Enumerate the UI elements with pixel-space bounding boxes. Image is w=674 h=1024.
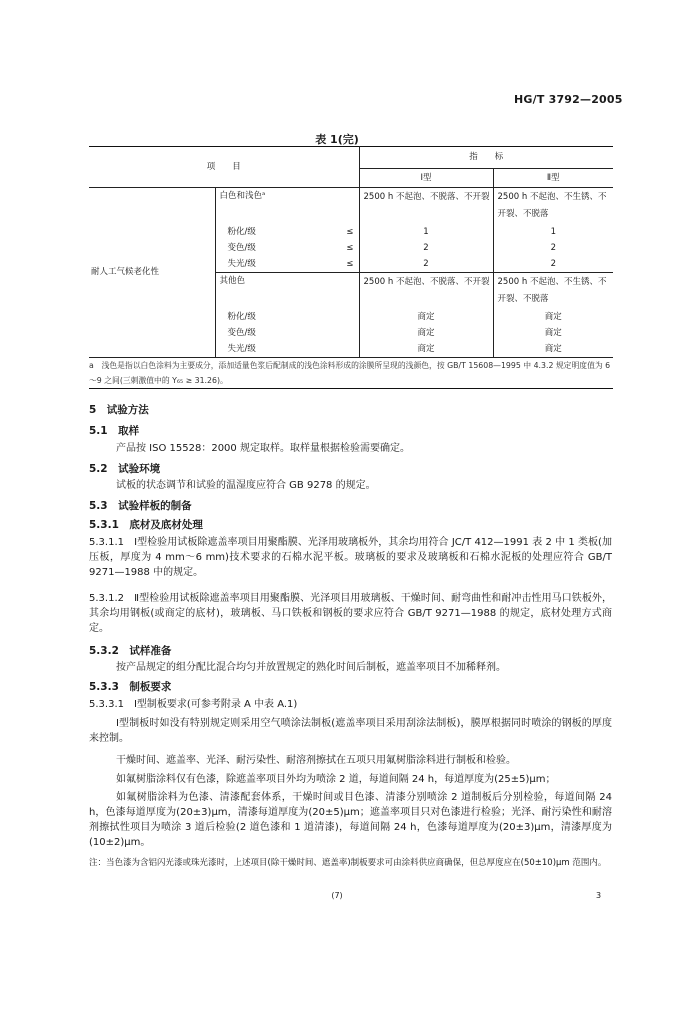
section-5-3-heading: 5.3 试验样板的制备 <box>89 500 192 512</box>
paragraph: 如氟树脂涂料仅有色漆，除遮盖率项目外均为喷涂 2 道，每道间隔 24 h，每道厚度为(25±5)μm； <box>116 774 556 785</box>
table-cell: 商定 <box>359 342 493 358</box>
section-5-heading: 5 试验方法 <box>89 404 149 416</box>
table-row-label: 粉化/级 <box>227 312 256 322</box>
table-cell: 1 <box>359 225 493 241</box>
table-row-label: 失光/级 <box>227 258 256 269</box>
table-cell: 2 <box>550 243 556 253</box>
table-cell: 商定 <box>359 310 493 326</box>
leq-symbol: ≤ <box>341 225 359 241</box>
table-head-type1: Ⅰ型 <box>359 169 493 188</box>
table-cell: 2 <box>359 257 493 273</box>
other-color-type2: 2500 h 不起泡、不生锈、不开裂、不脱落 <box>493 273 613 310</box>
table-caption: 表 1(完) <box>315 133 359 146</box>
table-footnote: a 浅色是指以白色涂料为主要成分，添加适量色浆后配制成的浅色涂料形成的涂膜所呈现的浅颜色，按 GB/T 15608—1995 中 4.3.2 规定明度值为 6～9 之间(三刺激值中的 Y₆₅ ≥ 31.26)。 <box>89 358 613 389</box>
leq-symbol: ≤ <box>341 241 359 257</box>
white-light-type2: 2500 h 不起泡、不生锈、不开裂、不脱落 <box>497 192 607 219</box>
table-row-label: 粉化/级 <box>227 227 256 237</box>
other-color-type1: 2500 h 不起泡、不脱落、不开裂 <box>359 273 493 310</box>
table-cell: 商定 <box>359 326 493 342</box>
white-light-label: 白色和浅色ᵃ <box>215 188 359 225</box>
table-head-type2: Ⅱ型 <box>493 169 613 188</box>
weathering-group-label: 耐人工气候老化性 <box>89 188 215 358</box>
section-5-2-text: 试板的状态调节和试验的温湿度应符合 GB 9278 的规定。 <box>116 480 376 491</box>
spec-table <box>89 146 613 389</box>
leq-symbol: ≤ <box>341 257 359 273</box>
section-5-3-2-heading: 5.3.2 试样准备 <box>89 645 172 657</box>
table-row-label: 变色/级 <box>227 328 256 338</box>
paragraph: 干燥时间、遮盖率、光泽、耐污染性、耐溶剂擦拭在五项只用氟树脂涂料进行制板和检验。 <box>116 755 516 766</box>
table-cell: 2 <box>550 258 556 269</box>
section-5-3-2-text: 按产品规定的组分配比混合均匀并放置规定的熟化时间后制板，遮盖率项目不加稀释剂。 <box>116 662 506 673</box>
section-5-1-text: 产品按 ISO 15528：2000 规定取样。取样量根据检验需要确定。 <box>116 443 410 454</box>
footer-center: (7) <box>331 891 343 900</box>
section-5-3-3-heading: 5.3.3 制板要求 <box>89 681 172 693</box>
clause-5-3-1-2: 5.3.1.2 Ⅱ型检验用试板除遮盖率项目用聚酯膜、光泽项目用玻璃板、干燥时间、耐弯曲性和耐冲击性用马口铁板外，其余均用钢板(或商定的底材)，玻璃板、马口铁板和钢板的要求应符合 GB/T 9271—1988 的规定，底材处理方式商定。 <box>89 593 612 634</box>
table-row-label: 失光/级 <box>227 343 256 354</box>
section-5-2-heading: 5.2 试验环境 <box>89 463 161 475</box>
note: 注：当色漆为含铝闪光漆或珠光漆时，上述项目(除干燥时间、遮盖率)制板要求可由涂料供应商确保，但总厚度应在(50±10)μm 范围内。 <box>89 858 607 868</box>
clause-5-3-1-1: 5.3.1.1 Ⅰ型检验用试板除遮盖率项目用聚酯膜、光泽用玻璃板外，其余均用符合 JC/T 412—1991 表 2 中 1 类板(加压板，厚度为 4 mm～6 mm)技术要求的石棉水泥平板。玻璃板的要求及玻璃板和石棉水泥板的处理应符合 GB/T 9271—1988 中的规定。 <box>89 537 612 578</box>
section-5-3-1-heading: 5.3.1 底材及底材处理 <box>89 519 203 531</box>
paragraph: Ⅰ型制板时如没有特别规定则采用空气喷涂法制板(遮盖率项目采用刮涂法制板)，膜厚根据同时喷涂的钢板的厚度来控制。 <box>89 718 612 744</box>
page-number: 3 <box>596 891 602 900</box>
other-color-label: 其他色 <box>215 273 359 310</box>
clause-5-3-3-1: 5.3.3.1 Ⅰ型制板要求(可参考附录 A 中表 A.1) <box>89 699 298 710</box>
section-5-1-heading: 5.1 取样 <box>89 425 140 437</box>
table-head-item: 项 目 <box>89 147 359 188</box>
white-light-type1: 2500 h 不起泡、不脱落、不开裂 <box>359 188 493 225</box>
table-cell: 商定 <box>544 343 562 354</box>
paragraph: 如氟树脂涂料为色漆、清漆配套体系，干燥时间或目色漆、清漆分别喷涂 2 道制板后分别检验，每道间隔 24 h，色漆每道厚度为(20±3)μm，清漆每道厚度为(20±5)μm；遮盖率项目只对色漆进行检验；光泽、耐污染性和耐溶剂擦拭性项目为喷涂 3 道后检验(2 道色漆和 1 道清漆)，每道间隔 24 h，色漆每道厚度为(20±3)μm，清漆厚度为(10±2)μm。 <box>89 792 612 848</box>
table-cell: 2 <box>359 241 493 257</box>
table-head-indicator: 指 标 <box>359 147 613 169</box>
table-cell: 商定 <box>544 328 562 338</box>
table-row-label: 变色/级 <box>227 243 256 253</box>
standard-number: HG/T 3792—2005 <box>514 93 623 106</box>
table-cell: 商定 <box>544 312 562 322</box>
table-cell: 1 <box>550 227 556 237</box>
